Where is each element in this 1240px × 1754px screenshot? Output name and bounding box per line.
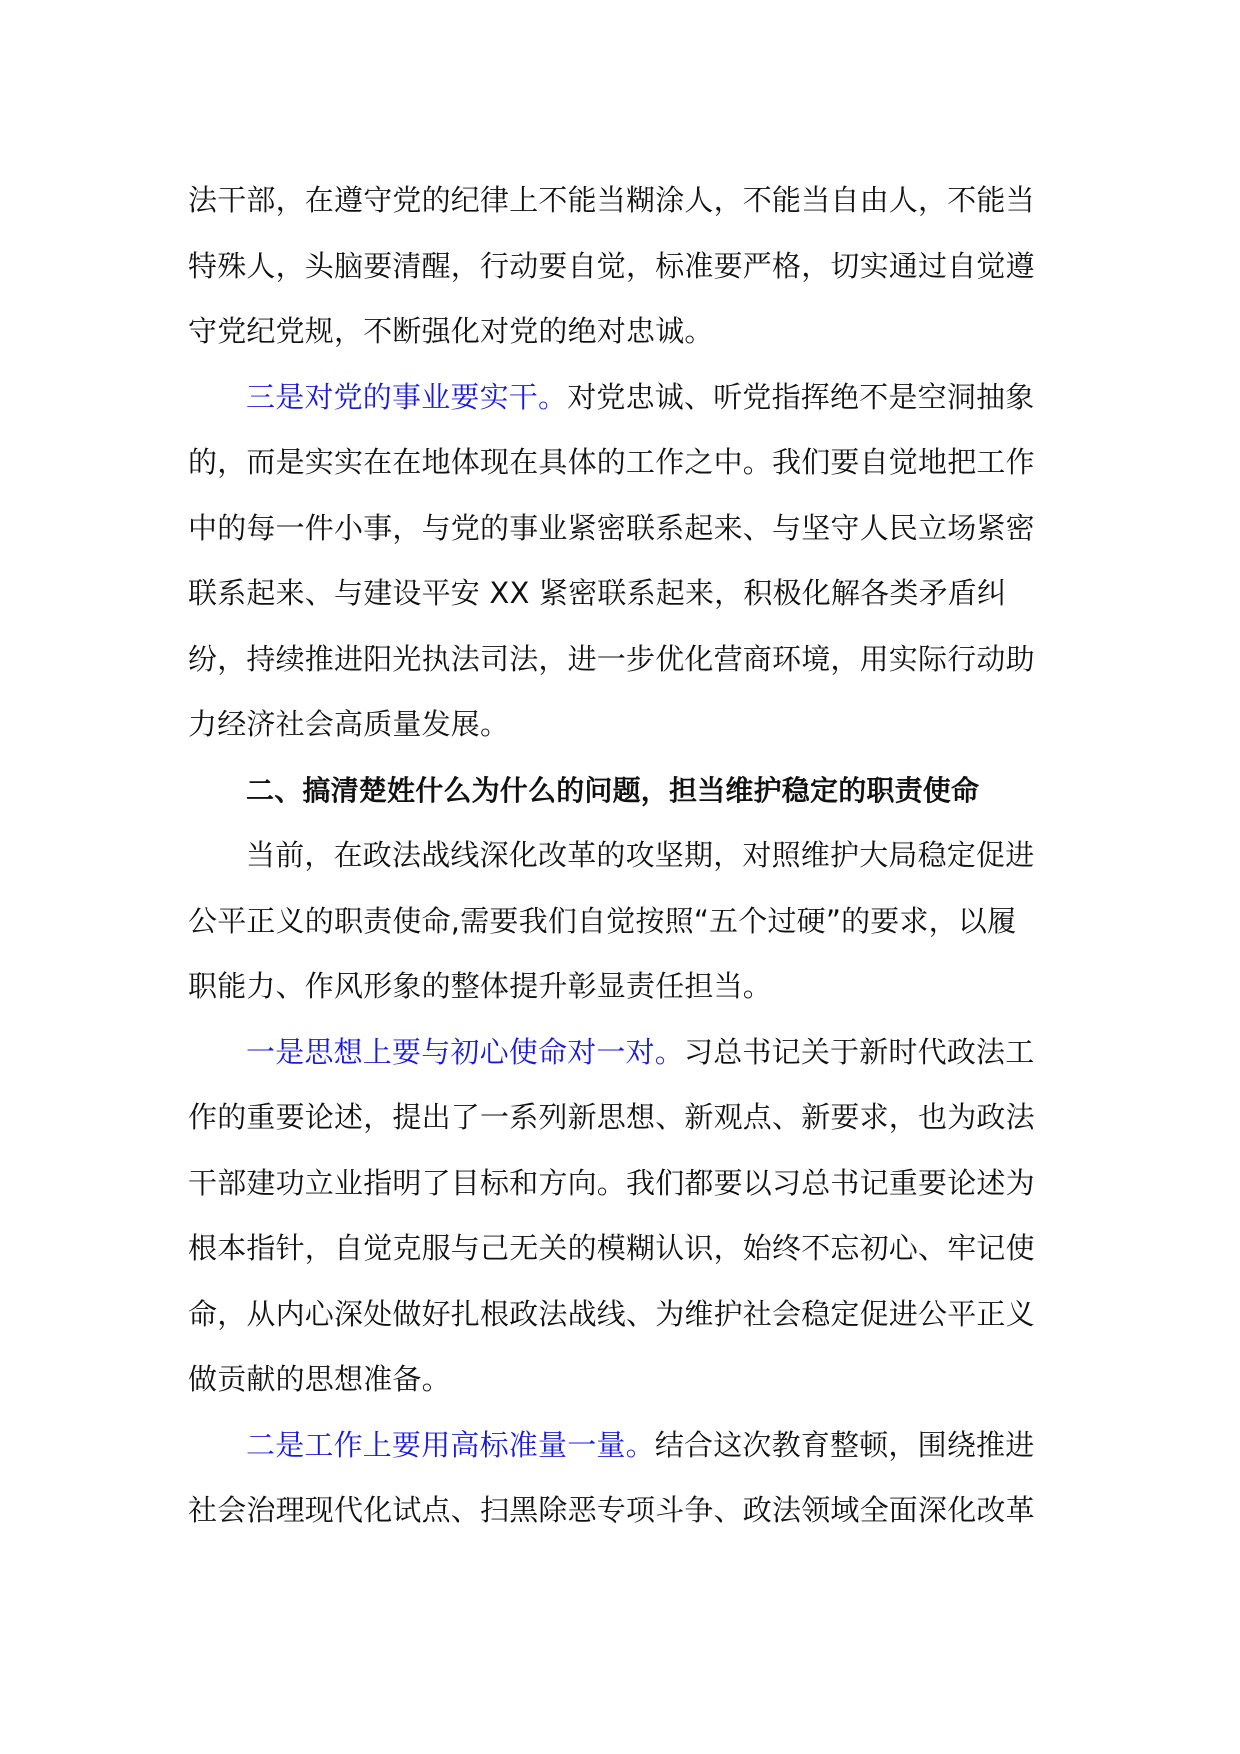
- paragraph-line-with-subheading: [188, 1020, 1050, 1086]
- paragraph-line: 联系起来、与建设平安 XX 紧密联系起来，积极化解各类矛盾纠: [188, 576, 1007, 610]
- document-body: [188, 168, 1050, 1544]
- paragraph-line: 命，从内心深处做好扎根政法战线、为维护社会稳定促进公平正义: [188, 1296, 1035, 1331]
- section-heading: 二、搞清楚姓什么为什么的问题，担当维护稳定的职责使命: [246, 773, 980, 807]
- paragraph-line: 根本指针，自觉克服与己无关的模糊认识，始终不忘初心、牢记使: [188, 1231, 1035, 1265]
- paragraph-line: 中的每一件小事，与党的事业紧密联系起来、与坚守人民立场紧密: [188, 510, 1035, 545]
- paragraph-text: 习总书记关于新时代政法工: [684, 1034, 1035, 1069]
- paragraph-line-with-subheading: [188, 1413, 1050, 1479]
- paragraph-line: 法干部，在遵守党的纪律上不能当糊涂人，不能当自由人，不能当: [188, 183, 1035, 217]
- paragraph-line: 做贡献的思想准备。: [188, 1362, 451, 1396]
- paragraph-text: 结合这次教育整顿，围绕推进: [654, 1427, 1035, 1462]
- paragraph-line: 当前，在政法战线深化改革的攻坚期，对照维护大局稳定促进: [246, 838, 1035, 872]
- paragraph-line: 社会治理现代化试点、扫黑除恶专项斗争、政法领域全面深化改革: [188, 1493, 1035, 1527]
- paragraph-line: 的，而是实实在在地体现在具体的工作之中。我们要自觉地把工作: [188, 445, 1035, 479]
- subheading-highlight: 二是工作上要用高标准量一量。: [246, 1427, 655, 1462]
- paragraph-line-with-subheading: [188, 365, 1050, 431]
- paragraph-line: 作的重要论述，提出了一系列新思想、新观点、新要求，也为政法: [188, 1100, 1035, 1134]
- paragraph-line: 特殊人，头脑要清醒，行动要自觉，标准要严格，切实通过自觉遵: [188, 248, 1035, 283]
- paragraph-line: 干部建功立业指明了目标和方向。我们都要以习总书记重要论述为: [188, 1165, 1035, 1200]
- paragraph-text: 对党忠诚、听党指挥绝不是空洞抽象: [567, 379, 1035, 414]
- paragraph-line: 守党纪党规，不断强化对党的绝对忠诚。: [188, 314, 714, 348]
- paragraph-line: 力经济社会高质量发展。: [188, 707, 510, 741]
- subheading-highlight: 一是思想上要与初心使命对一对。: [246, 1034, 685, 1069]
- paragraph-line: 职能力、作风形象的整体提升彰显责任担当。: [188, 969, 773, 1003]
- paragraph-line: 纷，持续推进阳光执法司法，进一步优化营商环境，用实际行动助: [188, 641, 1035, 676]
- paragraph-line: 公平正义的职责使命,需要我们自觉按照“五个过硬”的要求，以履: [188, 903, 1017, 938]
- subheading-highlight: 三是对党的事业要实干。: [246, 379, 568, 414]
